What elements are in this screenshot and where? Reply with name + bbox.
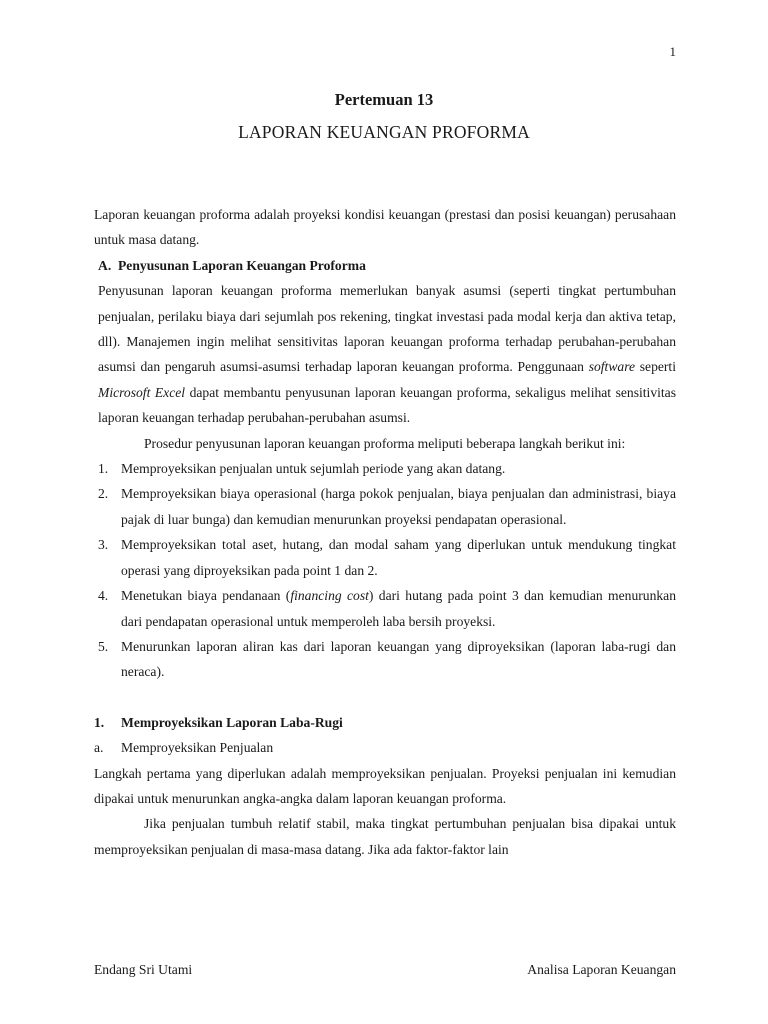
list-item [94, 583, 676, 634]
list-text: Memproyeksikan biaya operasional (harga pokok penjualan, biaya penjualan dan administrasi, biaya pajak di luar bunga) dan kemudian menurunkan proyeksi pendapatan operasional. [121, 486, 676, 527]
section-1-title: Memproyeksikan Laporan Laba-Rugi [121, 714, 343, 730]
section-a-heading [94, 253, 676, 278]
para-text: seperti [635, 359, 676, 375]
spacer [94, 685, 676, 710]
section-a-label: A. [98, 257, 112, 273]
section-a-paragraph-2: Prosedur penyusunan laporan keuangan proforma meliputi beberapa langkah berikut ini: [144, 435, 626, 451]
list-text: ) dari hutang pada point 3 dan kemudian menurunkan dari pendapatan operasional untuk memperoleh laba bersih proyeksi. [121, 588, 676, 629]
list-number: 5. [98, 638, 109, 654]
section-1-heading [94, 710, 676, 735]
list-item [94, 456, 676, 481]
list-emphasis: financing cost [290, 588, 369, 604]
para-text: Penyusunan laporan keuangan proforma memerlukan banyak asumsi (seperti tingkat pertumbuhan penjualan, perilaku biaya dari sejumlah pos rekening, tingkat investasi pada modal kerja dan aktiva tetap, dll). Manajemen ingin melihat sensitivitas laporan keuangan proforma terhadap perubahan-perubahan asumsi dan pengaruh asumsi-asumsi terhadap laporan keuangan proforma. Penggunaan [98, 283, 676, 375]
section-1-label: 1. [94, 714, 105, 730]
list-item [94, 532, 676, 583]
subsection-a-heading [94, 735, 676, 760]
list-number: 2. [98, 486, 109, 502]
document-body [94, 202, 676, 862]
list-number: 4. [98, 588, 109, 604]
meeting-heading: Pertemuan 13 [334, 90, 434, 109]
intro-paragraph: Laporan keuangan proforma adalah proyeksi kondisi keuangan (prestasi dan posisi keuangan) perusahaan untuk masa datang. [94, 207, 676, 248]
para-text: dapat membantu penyusunan laporan keuangan proforma, sekaligus melihat sensitivitas laporan keuangan terhadap perubahan-perubahan asumsi. [98, 384, 676, 426]
section-1-paragraph-1: Langkah pertama yang diperlukan adalah memproyeksikan penjualan. Proyeksi penjualan ini kemudian dipakai untuk menurunkan angka-angka dalam laporan keuangan proforma. [94, 765, 676, 806]
list-item [94, 481, 676, 532]
subsection-a-label: a. [94, 740, 104, 756]
para-emphasis: Microsoft Excel [98, 384, 186, 400]
list-text: Menetukan biaya pendanaan ( [121, 588, 291, 604]
list-number: 3. [98, 537, 109, 553]
section-a-title: Penyusunan Laporan Keuangan Proforma [118, 257, 366, 273]
list-item [94, 634, 676, 685]
section-a-paragraph-1 [94, 278, 676, 430]
list-text: Memproyeksikan penjualan untuk sejumlah periode yang akan datang. [121, 461, 506, 477]
list-number: 1. [98, 461, 109, 477]
subsection-a-title: Memproyeksikan Penjualan [121, 740, 274, 756]
list-text: Menurunkan laporan aliran kas dari laporan keuangan yang diproyeksikan (laporan laba-rugi dan neraca). [121, 638, 676, 680]
procedure-steps-list [94, 456, 676, 685]
document-title: LAPORAN KEUANGAN PROFORMA [238, 122, 530, 142]
list-text: Memproyeksikan total aset, hutang, dan modal saham yang diperlukan untuk mendukung tingkat operasi yang diproyeksikan pada point 1 dan 2. [121, 537, 676, 578]
footer-author: Endang Sri Utami [94, 962, 193, 977]
section-1-paragraph-2: Jika penjualan tumbuh relatif stabil, maka tingkat pertumbuhan penjualan bisa dipakai untuk memproyeksikan penjualan di masa-masa datang. Jika ada faktor-faktor lain [94, 816, 676, 857]
footer-course: Analisa Laporan Keuangan [527, 962, 676, 977]
para-emphasis: software [588, 359, 636, 375]
page-number: 1 [669, 44, 676, 59]
